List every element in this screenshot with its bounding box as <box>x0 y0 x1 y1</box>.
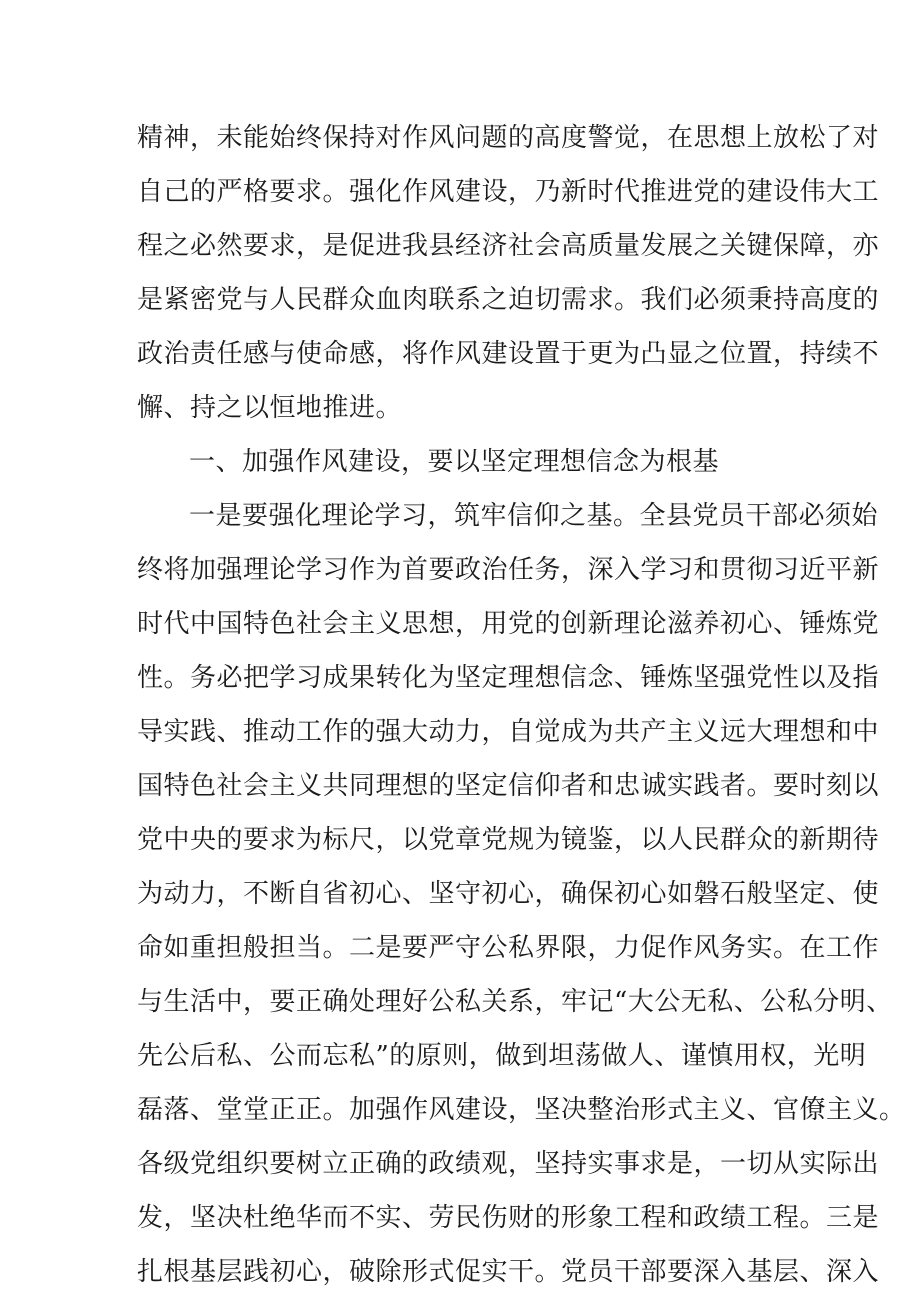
text-line: 先公后私、公而忘私”的原则，做到坦荡做人、谨慎用权，光明 <box>137 1041 867 1071</box>
section-heading: 一、加强作风建设，要以坚定理想信念为根基 <box>189 447 720 477</box>
text-line: 磊落、堂堂正正。加强作风建设，坚决整治形式主义、官僚主义。 <box>137 1095 906 1125</box>
text-line: 终将加强理论学习作为首要政治任务，深入学习和贯彻习近平新 <box>137 555 880 585</box>
text-line: 是紧密党与人民群众血肉联系之迫切需求。我们必须秉持高度的 <box>137 285 880 315</box>
text-line: 精神，未能始终保持对作风问题的高度警觉，在思想上放松了对 <box>137 123 880 153</box>
text-line: 政治责任感与使命感，将作风建设置于更为凸显之位置，持续不 <box>137 339 880 369</box>
text-line: 自己的严格要求。强化作风建设，乃新时代推进党的建设伟大工 <box>137 177 880 207</box>
text-line: 国特色社会主义共同理想的坚定信仰者和忠诚实践者。要时刻以 <box>137 771 880 801</box>
text-line: 懈、持之以恒地推进。 <box>137 393 403 423</box>
text-line: 与生活中，要正确处理好公私关系，牢记“大公无私、公私分明、 <box>137 987 893 1017</box>
text-line: 发，坚决杜绝华而不实、劳民伤财的形象工程和政绩工程。三是 <box>137 1203 880 1233</box>
text-line: 各级党组织要树立正确的政绩观，坚持实事求是，一切从实际出 <box>137 1149 880 1179</box>
document-body <box>137 111 906 1299</box>
text-line: 命如重担般担当。二是要严守公私界限，力促作风务实。在工作 <box>137 933 880 963</box>
text-line: 为动力，不断自省初心、坚守初心，确保初心如磐石般坚定、使 <box>137 879 880 909</box>
text-line: 扎根基层践初心，破除形式促实干。党员干部要深入基层、深入 <box>137 1257 880 1287</box>
text-line: 性。务必把学习成果转化为坚定理想信念、锤炼坚强党性以及指 <box>137 663 880 693</box>
text-line: 导实践、推动工作的强大动力，自觉成为共产主义远大理想和中 <box>137 717 880 747</box>
text-line: 党中央的要求为标尺，以党章党规为镜鉴，以人民群众的新期待 <box>137 825 880 855</box>
paragraph-first-line: 一是要强化理论学习，筑牢信仰之基。全县党员干部必须始 <box>189 501 879 531</box>
text-line: 时代中国特色社会主义思想，用党的创新理论滋养初心、锤炼党 <box>137 609 880 639</box>
text-line: 程之必然要求，是促进我县经济社会高质量发展之关键保障，亦 <box>137 231 880 261</box>
